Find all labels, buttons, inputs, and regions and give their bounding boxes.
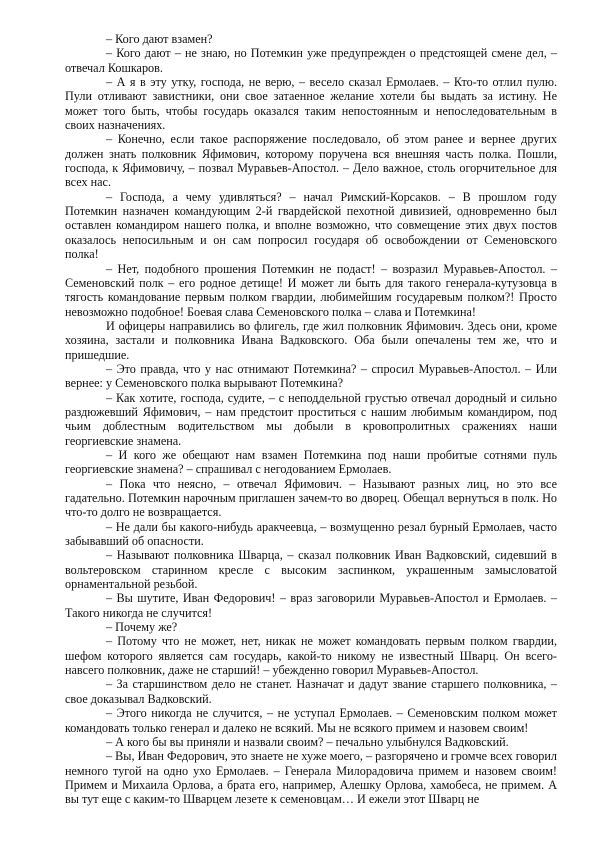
paragraph-6: – Нет, подобного прошения Потемкин не подаст! – возразил Муравьев-Апостол. – Семеновский полк – его родное детище! И может ли быть для такого генерала-кутузовца в тягость командование первым полком гвардии, любимейшим государевым полком?! Просто невозможно подобное! Боевая слава Семеновского полка – слава и Потемкина! xyxy=(65,261,557,319)
paragraph-18: – Этого никогда не случится, – не уступал Ермолаев. – Семеновским полком может командовать только генерал и далеко не всякий. Мы не всякого примем и назовем своим! xyxy=(65,706,557,735)
paragraph-17: – За старшинством дело не станет. Назначат и дадут звание старшего полковника, – свое доказывал Вадковский. xyxy=(65,677,557,706)
paragraph-8: – Это правда, что у нас отнимают Потемкина? – спросил Муравьев-Апостол. – Или вернее: у Семеновского полка вырывают Потемкина? xyxy=(65,361,557,391)
paragraph-19: – А кого бы вы приняли и назвали своим? – печально улыбнулся Вадковский. xyxy=(106,734,509,749)
paragraph-5: – Господа, а чему удивляться? – начал Римский-Корсаков. – В прошлом году Потемкин назначен командующим 2-й гвардейской пехотной дивизией, одновременно был оставлен командиром нашего полка, и вполне возможно, что совмещение этих двух постов оказалось непосильным и он сам попросил государя об освобождении от Семеновского полка! xyxy=(65,189,557,262)
paragraph-9: – Как хотите, господа, судите, – с неподдельной грустью отвечал дородный и сильно раздюжевший Яфимович, – нам предстоит проститься с нашим любимым командиром, под чьим доблестным водительством мы добыли в кровопролитных сражениях наши георгиевские знамена. xyxy=(65,390,557,448)
paragraph-12: – Не дали бы какого-нибудь аракчеевца, – возмущенно резал бурный Ермолаев, часто забывавший об опасности. xyxy=(65,519,557,549)
paragraph-13: – Называют полковника Шварца, – сказал полковник Иван Вадковский, сидевший в вольтеровском старинном кресле с высоким заспинком, украшенным замысловатой орнаментальной резьбой. xyxy=(65,548,557,592)
paragraph-20: – Вы, Иван Федорович, это знаете не хуже моего, – разгорячено и громче всех говорил немного тугой на одно ухо Ермолаев. – Генерала Милорадовича примем и назовем своим! Примем и Михаила Орлова, а брата его, например, Алешку Орлова, хамобеса, не примем. А вы тут еще с каким-то Шварцем лезете к семеновцам… И ежели этот Шварц не xyxy=(65,749,557,807)
paragraph-7: И офицеры направились во флигель, где жил полковник Яфимович. Здесь они, кроме хозяина, застали и полковника Ивана Вадковского. Оба были опечалены тем же, что и пришедшие. xyxy=(65,318,557,362)
paragraph-2: – Кого дают – не знаю, но Потемкин уже предупрежден о предстоящей смене дел, – отвечал Кошкаров. xyxy=(65,46,557,75)
document-page xyxy=(65,32,557,807)
paragraph-11: – Пока что неясно, – отвечал Яфимович. – Называют разных лиц, но это все гадательно. Потемкин нарочным приглашен зачем-то во дворец. Обещал вернуться в полк. Но что-то долго не возвращается. xyxy=(65,476,557,520)
paragraph-4: – Конечно, если такое распоряжение последовало, об этом ранее и вернее других должен знать полковник Яфимович, которому поручена вся внешняя часть полка. Пошли, господа, к Яфимовичу, – позвал Муравьев-Апостол. – Дело важное, столь огорчительное для всех нас. xyxy=(65,132,557,190)
paragraph-15: – Почему же? xyxy=(106,620,178,635)
paragraph-3: – А я в эту утку, господа, не верю, – весело сказал Ермолаев. – Кто-то отлил пулю. Пули отливают завистники, они свое затаенное желание хотели бы выдать за истину. Не может того быть, чтобы государь оказался таким непостоянным и непоследовательным в своих назначениях. xyxy=(65,75,557,133)
paragraph-1: – Кого дают взамен? xyxy=(106,32,213,46)
paragraph-10: – И кого же обещают нам взамен Потемкина под наши пробитые сотнями пуль георгиевские знамена? – спрашивал с негодованием Ермолаев. xyxy=(65,447,557,477)
paragraph-14: – Вы шутите, Иван Федорович! – враз заговорили Муравьев-Апостол и Ермолаев. – Такого никогда не случится! xyxy=(65,591,557,620)
paragraph-16: – Потому что не может, нет, никак не может командовать первым полком гвардии, шефом которого является сам государь, какой-то никому не известный Шварц. Он всего-навсего полковник, даже не старший! – убежденно говорил Муравьев-Апостол. xyxy=(65,634,557,678)
